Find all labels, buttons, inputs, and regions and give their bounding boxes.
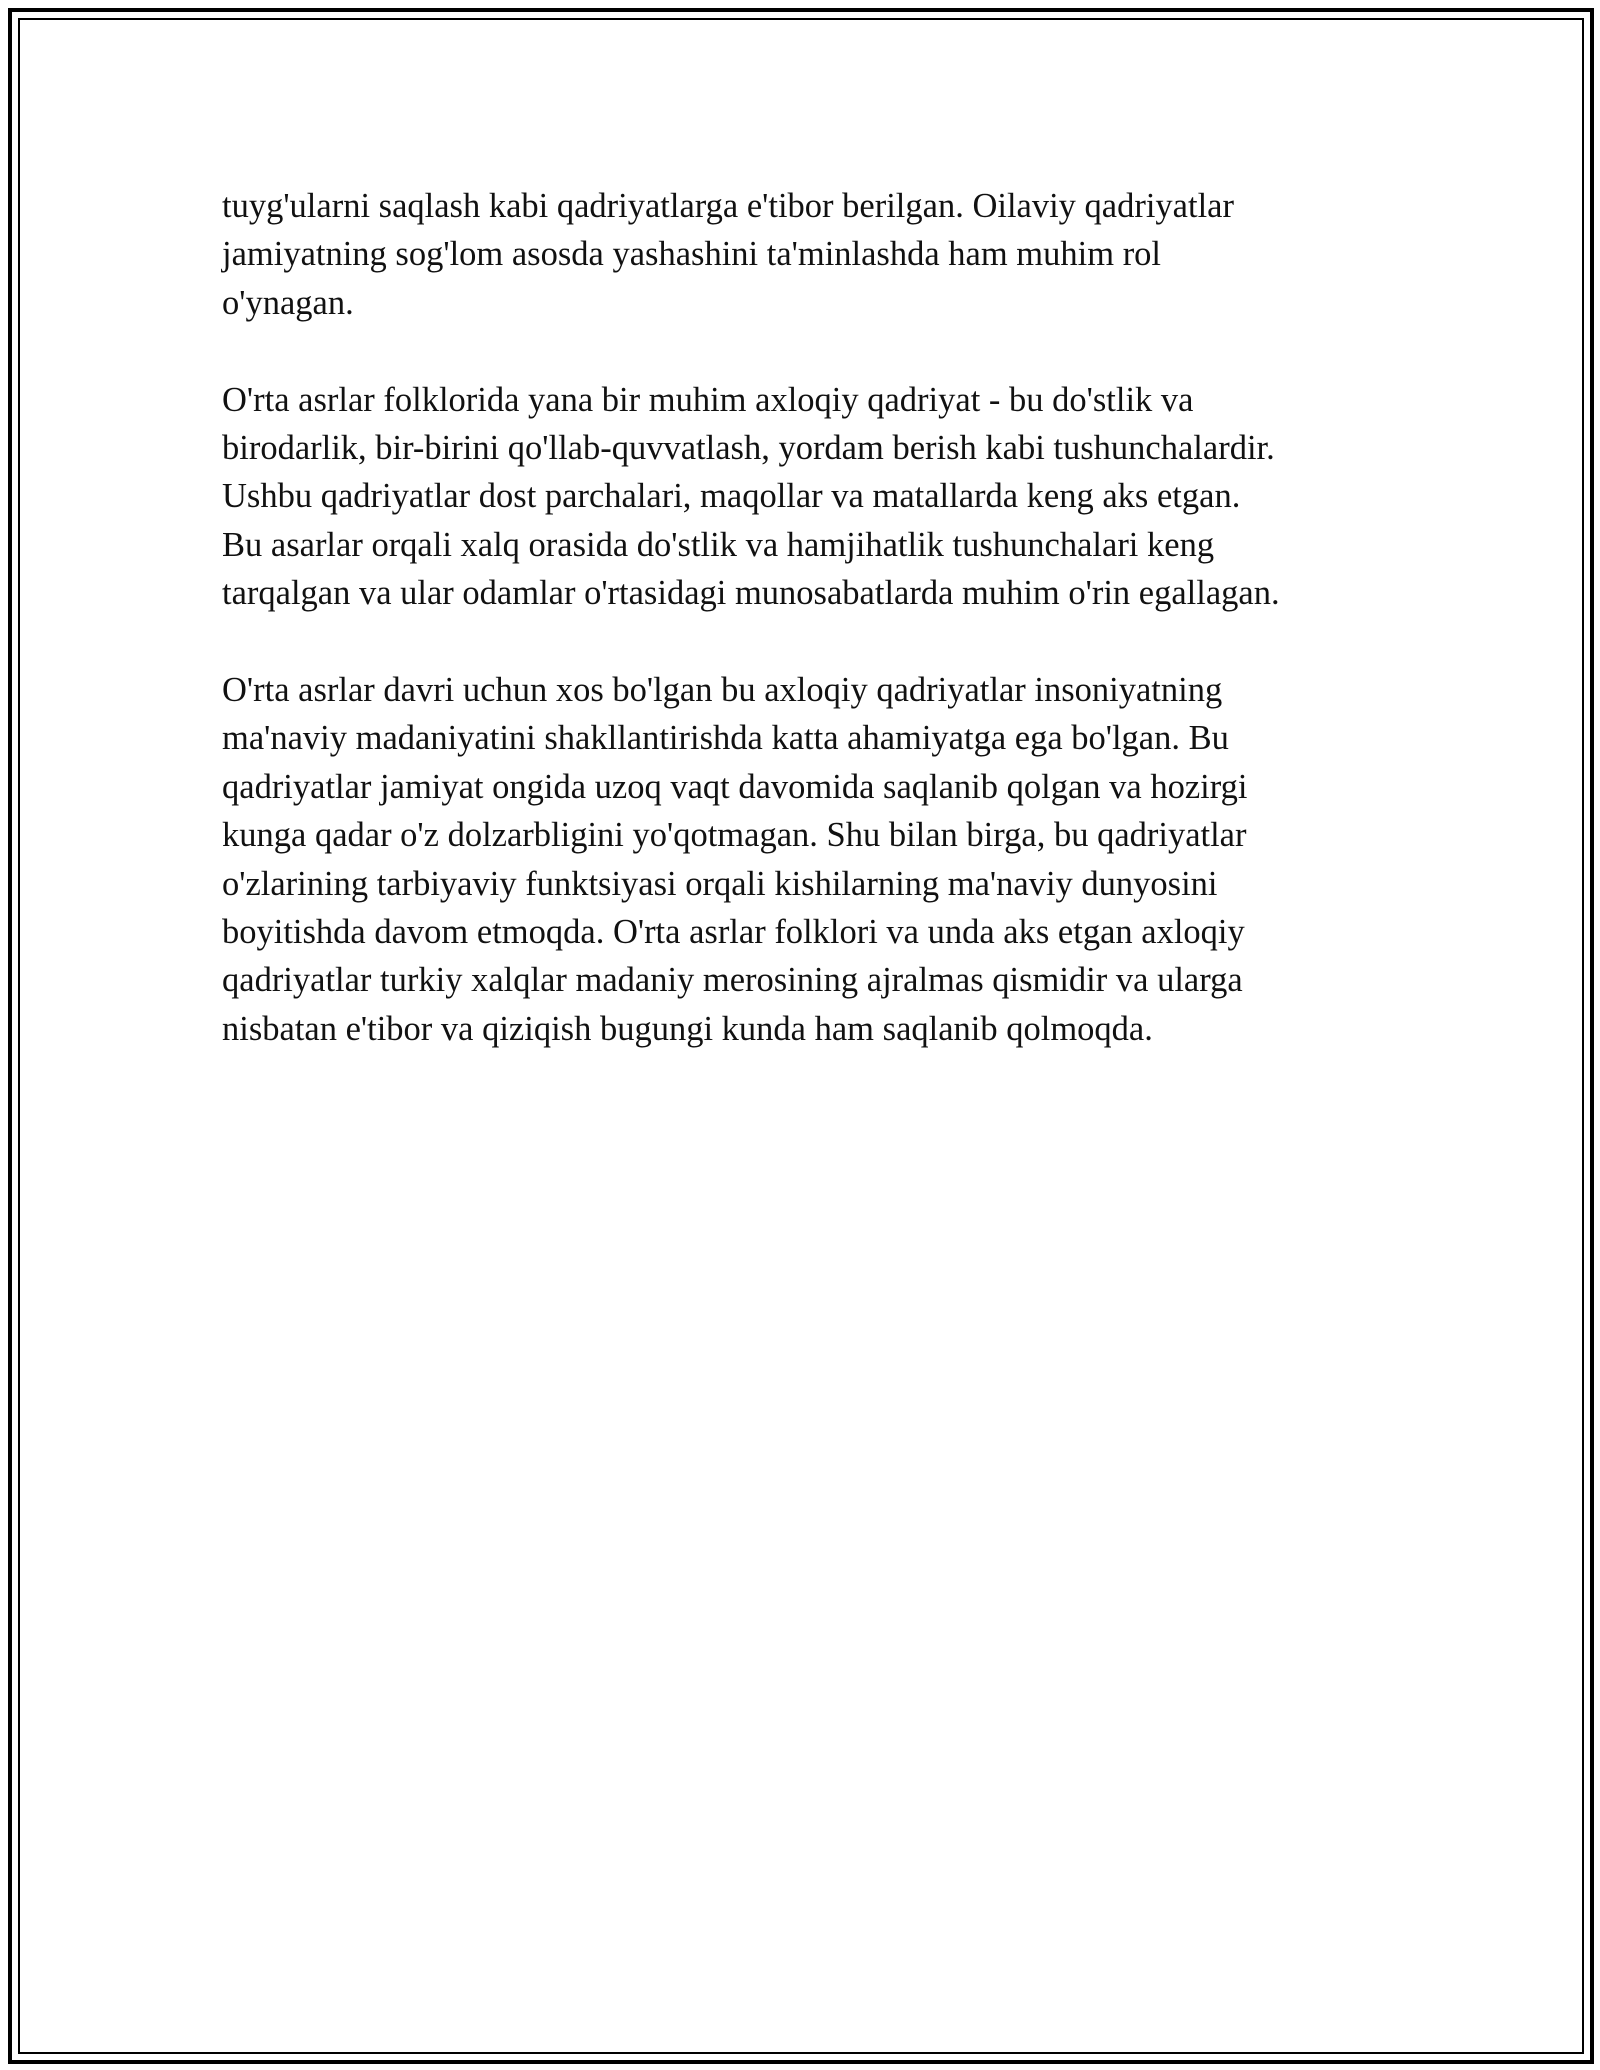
paragraph-friendship: O'rta asrlar folklorida yana bir muhim axloqiy qadriyat - bu do'stlik va birodarlik, bir-birini qo'llab-quvvatlash, yordam berish kabi tushunchalardir. Ushbu qadriyatlar dost parchalari, maqollar va matallarda keng aks etgan. Bu asarlar orqali xalq orasida do'stlik va hamjihatlik tushunchalari keng tarqalgan va ular odamlar o'rtasidagi munosabatlarda muhim o'rin egallagan. [222,380,1280,613]
paragraph-family-values: tuyg'ularni saqlash kabi qadriyatlarga e'tibor berilgan. Oilaviy qadriyatlar jamiyatning sog'lom asosda yashashini ta'minlashda ham muhim rol o'ynagan. [222,187,1234,322]
document-body [222,182,1402,1102]
paragraph-conclusion: O'rta asrlar davri uchun xos bo'lgan bu axloqiy qadriyatlar insoniyatning ma'naviy madaniyatini shakllantirishda katta ahamiyatga ega bo'lgan. Bu qadriyatlar jamiyat ongida uzoq vaqt davomida saqlanib qolgan va hozirgi kunga qadar o'z dolzarbligini yo'qotmagan. Shu bilan birga, bu qadriyatlar o'zlarining tarbiyaviy funktsiyasi orqali kishilarning ma'naviy dunyosini boyitishda davom etmoqda. O'rta asrlar folklori va unda aks etgan axloqiy qadriyatlar turkiy xalqlar madaniy merosining ajralmas qismidir va ularga nisbatan e'tibor va qiziqish bugungi kunda ham saqlanib qolmoqda. [222,671,1248,1048]
